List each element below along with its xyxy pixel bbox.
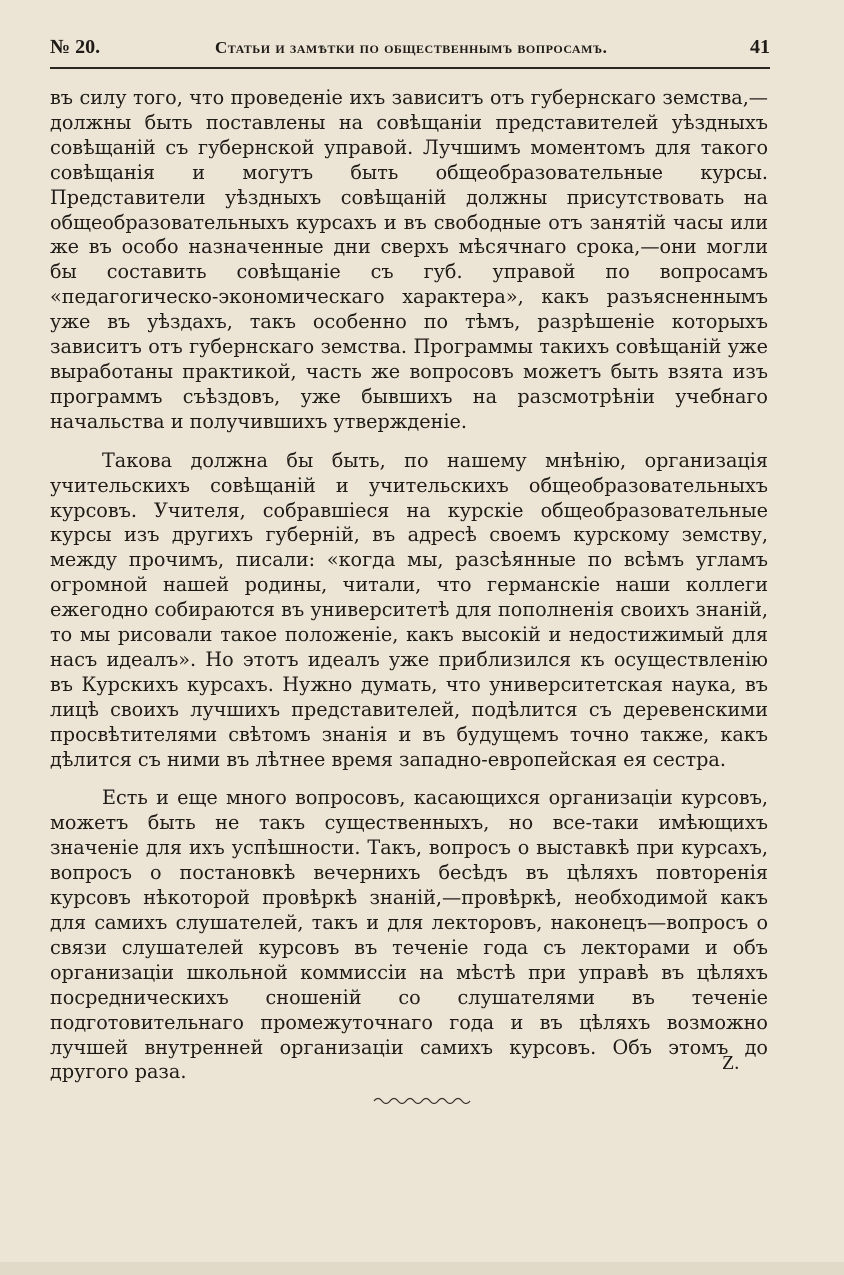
page-number: 41 (750, 36, 770, 58)
paragraph-other-questions: Есть и еще много вопросовъ, касающихся организаціи курсовъ, можетъ быть не такъ существенныхъ, но все-таки имѣющихъ значеніе для ихъ успѣшности. Такъ, вопросъ о выставкѣ при курсахъ, вопросъ о постановкѣ вечернихъ бесѣдъ въ цѣляхъ повторенія курсовъ нѣкоторой провѣркѣ знаній,—провѣркѣ, необходимой какъ для самихъ слушателей, такъ и для лекторовъ, наконецъ—вопросъ о связи слушателей курсовъ въ теченіе года съ лекторами и объ организаціи школьной коммиссіи на мѣстѣ при управѣ въ цѣляхъ посредническихъ сношеній со слушателями въ теченіе подготовительнаго промежуточнаго года и въ цѣляхъ возможно лучшей внутренней организаціи самихъ курсовъ. Объ этомъ до другого раза. (50, 786, 768, 1084)
header-rule (50, 67, 770, 69)
paragraph-continuation: въ силу того, что проведеніе ихъ зависитъ отъ губернскаго земства,— должны быть поставлены на совѣщаніи представителей уѣздныхъ совѣщаній съ губернской управой. Лучшимъ моментомъ для такого совѣщанія и могутъ быть общеобразовательные курсы. Представители уѣздныхъ совѣщаній должны присутствовать на общеобразовательныхъ курсахъ и въ свободные отъ занятій часы или же въ особо назначенные дни сверхъ мѣсячнаго срока,—они могли бы составить совѣщаніе съ губ. управой по вопросамъ «педагогическо-экономическаго характера», какъ разъясненнымъ уже въ уѣздахъ, такъ особенно по тѣмъ, разрѣшеніе которыхъ зависитъ отъ губернскаго земства. Программы такихъ совѣщаній уже выработаны практикой, часть же вопросовъ можетъ быть взята изъ программъ съѣздовъ, уже бывшихъ на разсмотрѣніи учебнаго начальства и получившихъ утвержденіе. (50, 86, 768, 433)
author-signature: Z. (722, 1052, 740, 1074)
issue-number: № 20. (50, 36, 101, 58)
running-title: Статьи и замѣтки по общественнымъ вопросамъ. (215, 38, 608, 57)
end-ornament (372, 1094, 472, 1108)
running-header (50, 36, 770, 64)
article-body (50, 86, 768, 1085)
paragraph-organization: Такова должна бы быть, по нашему мнѣнію, организація учительскихъ совѣщаній и учительскихъ общеобразовательныхъ курсовъ. Учителя, собравшіеся на курскіе общеобразовательные курсы изъ другихъ губерній, въ адресѣ своемъ курскому земству, между прочимъ, писали: «когда мы, разсѣянные по всѣмъ угламъ огромной нашей родины, читали, что германскіе наши коллеги ежегодно собираются въ университетѣ для пополненія своихъ знаній, то мы рисовали такое положеніе, какъ высокій и недостижимый для насъ идеалъ». Но этотъ идеалъ уже приблизился къ осуществленію въ Курскихъ курсахъ. Нужно думать, что университетская наука, въ лицѣ своихъ лучшихъ представителей, подѣлится съ деревенскими просвѣтителями свѣтомъ знанія и въ будущемъ точно также, какъ дѣлится съ ними въ лѣтнее время западно-европейская ея сестра. (50, 448, 768, 771)
page-bottom-edge (0, 1262, 844, 1275)
